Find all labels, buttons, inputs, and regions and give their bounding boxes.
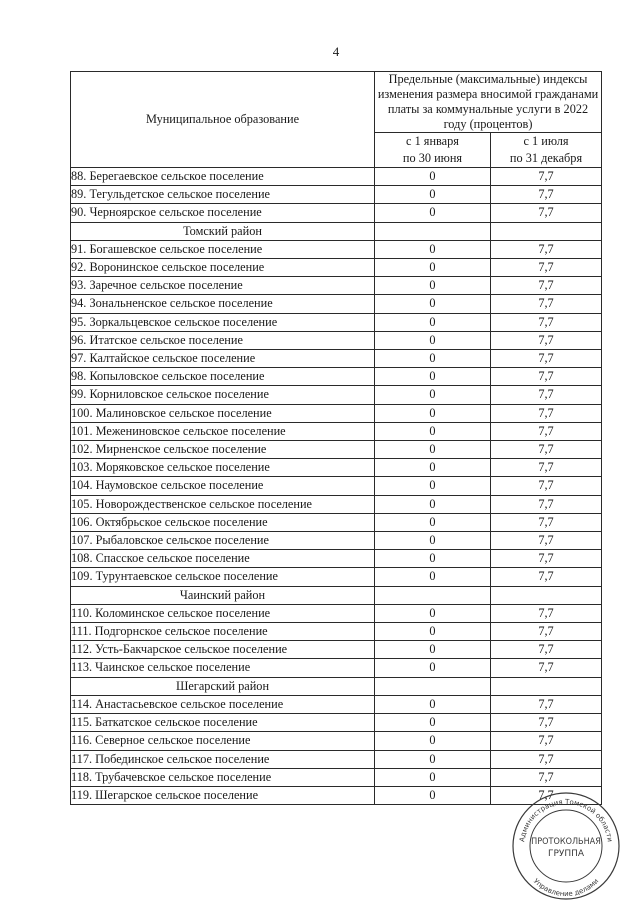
table-row (71, 441, 602, 459)
index-jan-jun: 0 (375, 732, 491, 750)
index-jul-dec: 7,7 (491, 695, 602, 713)
empty-cell (375, 586, 491, 604)
index-jan-jun: 0 (375, 659, 491, 677)
table-row (71, 350, 602, 368)
table-row (71, 550, 602, 568)
index-jul-dec: 7,7 (491, 604, 602, 622)
municipality-name: 108. Спасское сельское поселение (71, 550, 375, 568)
index-jul-dec: 7,7 (491, 550, 602, 568)
table-row (71, 768, 602, 786)
municipality-name: 96. Итатское сельское поселение (71, 331, 375, 349)
table-row (71, 204, 602, 222)
municipality-name: 93. Заречное сельское поселение (71, 277, 375, 295)
index-jul-dec: 7,7 (491, 623, 602, 641)
index-jul-dec: 7,7 (491, 786, 602, 804)
svg-text:Администрация Томской области: Администрация Томской области (518, 797, 614, 843)
index-jan-jun: 0 (375, 386, 491, 404)
index-jan-jun: 0 (375, 204, 491, 222)
table-row (71, 714, 602, 732)
table-row (71, 240, 602, 258)
index-jul-dec: 7,7 (491, 350, 602, 368)
index-jan-jun: 0 (375, 186, 491, 204)
municipality-name: 118. Трубачевское сельское поселение (71, 768, 375, 786)
table-row (71, 259, 602, 277)
index-jan-jun: 0 (375, 368, 491, 386)
municipality-name: 101. Межениновское сельское поселение (71, 422, 375, 440)
table-row (71, 168, 602, 186)
index-jul-dec: 7,7 (491, 513, 602, 531)
table-row (71, 623, 602, 641)
index-jul-dec: 7,7 (491, 295, 602, 313)
page-number: 4 (332, 44, 340, 59)
table-row (71, 295, 602, 313)
index-jul-dec: 7,7 (491, 768, 602, 786)
index-jan-jun: 0 (375, 168, 491, 186)
empty-cell (491, 677, 602, 695)
index-jul-dec: 7,7 (491, 477, 602, 495)
empty-cell (375, 222, 491, 240)
district-row (71, 222, 602, 240)
period-1-line-1: с 1 января (406, 134, 459, 148)
municipality-name: 111. Подгорнское сельское поселение (71, 623, 375, 641)
municipality-name: 94. Зональненское сельское поселение (71, 295, 375, 313)
index-jul-dec: 7,7 (491, 659, 602, 677)
municipality-name: 112. Усть-Бакчарское сельское поселение (71, 641, 375, 659)
index-jan-jun: 0 (375, 550, 491, 568)
municipality-name: 91. Богашевское сельское поселение (71, 240, 375, 258)
table-row (71, 568, 602, 586)
empty-cell (491, 586, 602, 604)
table-row (71, 368, 602, 386)
svg-text:ГРУППА: ГРУППА (547, 849, 585, 859)
index-jul-dec: 7,7 (491, 495, 602, 513)
period-1-line-2: по 30 июня (402, 151, 463, 165)
index-jul-dec: 7,7 (491, 732, 602, 750)
index-jan-jun: 0 (375, 422, 491, 440)
district-name: Чаинский район (71, 586, 375, 604)
index-jan-jun: 0 (375, 768, 491, 786)
district-row (71, 677, 602, 695)
index-jan-jun: 0 (375, 459, 491, 477)
municipality-name: 116. Северное сельское поселение (71, 732, 375, 750)
municipality-name: 97. Калтайское сельское поселение (71, 350, 375, 368)
index-jul-dec: 7,7 (491, 568, 602, 586)
period-1-header (375, 133, 491, 168)
municipality-name: 115. Баткатское сельское поселение (71, 714, 375, 732)
table-row (71, 331, 602, 349)
index-jan-jun: 0 (375, 750, 491, 768)
table-row (71, 495, 602, 513)
municipality-name: 103. Моряковское сельское поселение (71, 459, 375, 477)
index-jul-dec: 7,7 (491, 331, 602, 349)
empty-cell (491, 222, 602, 240)
indices-header: Предельные (максимальные) индексы изменения размера вносимой гражданами платы за коммунальные услуги в 2022 году (процентов) (375, 72, 602, 133)
period-2-header (491, 133, 602, 168)
svg-text:Управление делами: Управление делами (531, 877, 601, 899)
index-jan-jun: 0 (375, 568, 491, 586)
index-jan-jun: 0 (375, 350, 491, 368)
index-jul-dec: 7,7 (491, 386, 602, 404)
table-row (71, 695, 602, 713)
index-jul-dec: 7,7 (491, 186, 602, 204)
table-row (71, 604, 602, 622)
index-jan-jun: 0 (375, 313, 491, 331)
municipality-name: 117. Побединское сельское поселение (71, 750, 375, 768)
index-jul-dec: 7,7 (491, 459, 602, 477)
table-body (71, 168, 602, 805)
indices-table (70, 71, 602, 805)
district-row (71, 586, 602, 604)
table-row (71, 277, 602, 295)
municipality-name: 92. Воронинское сельское поселение (71, 259, 375, 277)
table-row (71, 186, 602, 204)
index-jul-dec: 7,7 (491, 750, 602, 768)
index-jan-jun: 0 (375, 714, 491, 732)
municipality-name: 119. Шегарское сельское поселение (71, 786, 375, 804)
empty-cell (375, 677, 491, 695)
index-jan-jun: 0 (375, 695, 491, 713)
index-jan-jun: 0 (375, 331, 491, 349)
index-jul-dec: 7,7 (491, 368, 602, 386)
table-row (71, 732, 602, 750)
municipality-name: 99. Корниловское сельское поселение (71, 386, 375, 404)
index-jul-dec: 7,7 (491, 240, 602, 258)
period-2-line-2: по 31 декабря (509, 151, 583, 165)
index-jan-jun: 0 (375, 240, 491, 258)
table-row (71, 386, 602, 404)
stamp-image (510, 790, 622, 902)
index-jul-dec: 7,7 (491, 204, 602, 222)
municipality-name: 105. Новорождественское сельское поселение (71, 495, 375, 513)
index-jan-jun: 0 (375, 623, 491, 641)
municipality-name: 88. Берегаевское сельское поселение (71, 168, 375, 186)
municipality-header: Муниципальное образование (71, 72, 375, 168)
table-row (71, 313, 602, 331)
municipality-name: 107. Рыбаловское сельское поселение (71, 532, 375, 550)
index-jul-dec: 7,7 (491, 441, 602, 459)
index-jul-dec: 7,7 (491, 714, 602, 732)
municipality-name: 100. Малиновское сельское поселение (71, 404, 375, 422)
municipality-name: 90. Черноярское сельское поселение (71, 204, 375, 222)
municipality-name: 113. Чаинское сельское поселение (71, 659, 375, 677)
index-jan-jun: 0 (375, 441, 491, 459)
index-jul-dec: 7,7 (491, 313, 602, 331)
index-jan-jun: 0 (375, 259, 491, 277)
table-row (71, 532, 602, 550)
table-row (71, 422, 602, 440)
municipality-name: 114. Анастасьевское сельское поселение (71, 695, 375, 713)
index-jan-jun: 0 (375, 277, 491, 295)
table-row (71, 513, 602, 531)
index-jul-dec: 7,7 (491, 277, 602, 295)
municipality-name: 109. Турунтаевское сельское поселение (71, 568, 375, 586)
table-row (71, 750, 602, 768)
index-jan-jun: 0 (375, 786, 491, 804)
period-2-line-1: с 1 июля (523, 134, 569, 148)
table-row (71, 477, 602, 495)
municipality-name: 95. Зоркальцевское сельское поселение (71, 313, 375, 331)
index-jul-dec: 7,7 (491, 422, 602, 440)
index-jan-jun: 0 (375, 495, 491, 513)
table-row (71, 659, 602, 677)
index-jul-dec: 7,7 (491, 259, 602, 277)
index-jul-dec: 7,7 (491, 641, 602, 659)
municipality-name: 98. Копыловское сельское поселение (71, 368, 375, 386)
municipality-name: 110. Коломинское сельское поселение (71, 604, 375, 622)
municipality-name: 104. Наумовское сельское поселение (71, 477, 375, 495)
index-jan-jun: 0 (375, 295, 491, 313)
municipality-name: 89. Тегульдетское сельское поселение (71, 186, 375, 204)
index-jul-dec: 7,7 (491, 168, 602, 186)
table-row (71, 404, 602, 422)
table-row (71, 641, 602, 659)
svg-text:ПРОТОКОЛЬНАЯ: ПРОТОКОЛЬНАЯ (531, 837, 601, 847)
index-jan-jun: 0 (375, 513, 491, 531)
district-name: Томский район (71, 222, 375, 240)
index-jan-jun: 0 (375, 532, 491, 550)
municipality-name: 102. Мирненское сельское поселение (71, 441, 375, 459)
index-jan-jun: 0 (375, 404, 491, 422)
index-jan-jun: 0 (375, 477, 491, 495)
index-jul-dec: 7,7 (491, 532, 602, 550)
index-jan-jun: 0 (375, 604, 491, 622)
municipality-name: 106. Октябрьское сельское поселение (71, 513, 375, 531)
table-row (71, 459, 602, 477)
district-name: Шегарский район (71, 677, 375, 695)
index-jul-dec: 7,7 (491, 404, 602, 422)
index-jan-jun: 0 (375, 641, 491, 659)
